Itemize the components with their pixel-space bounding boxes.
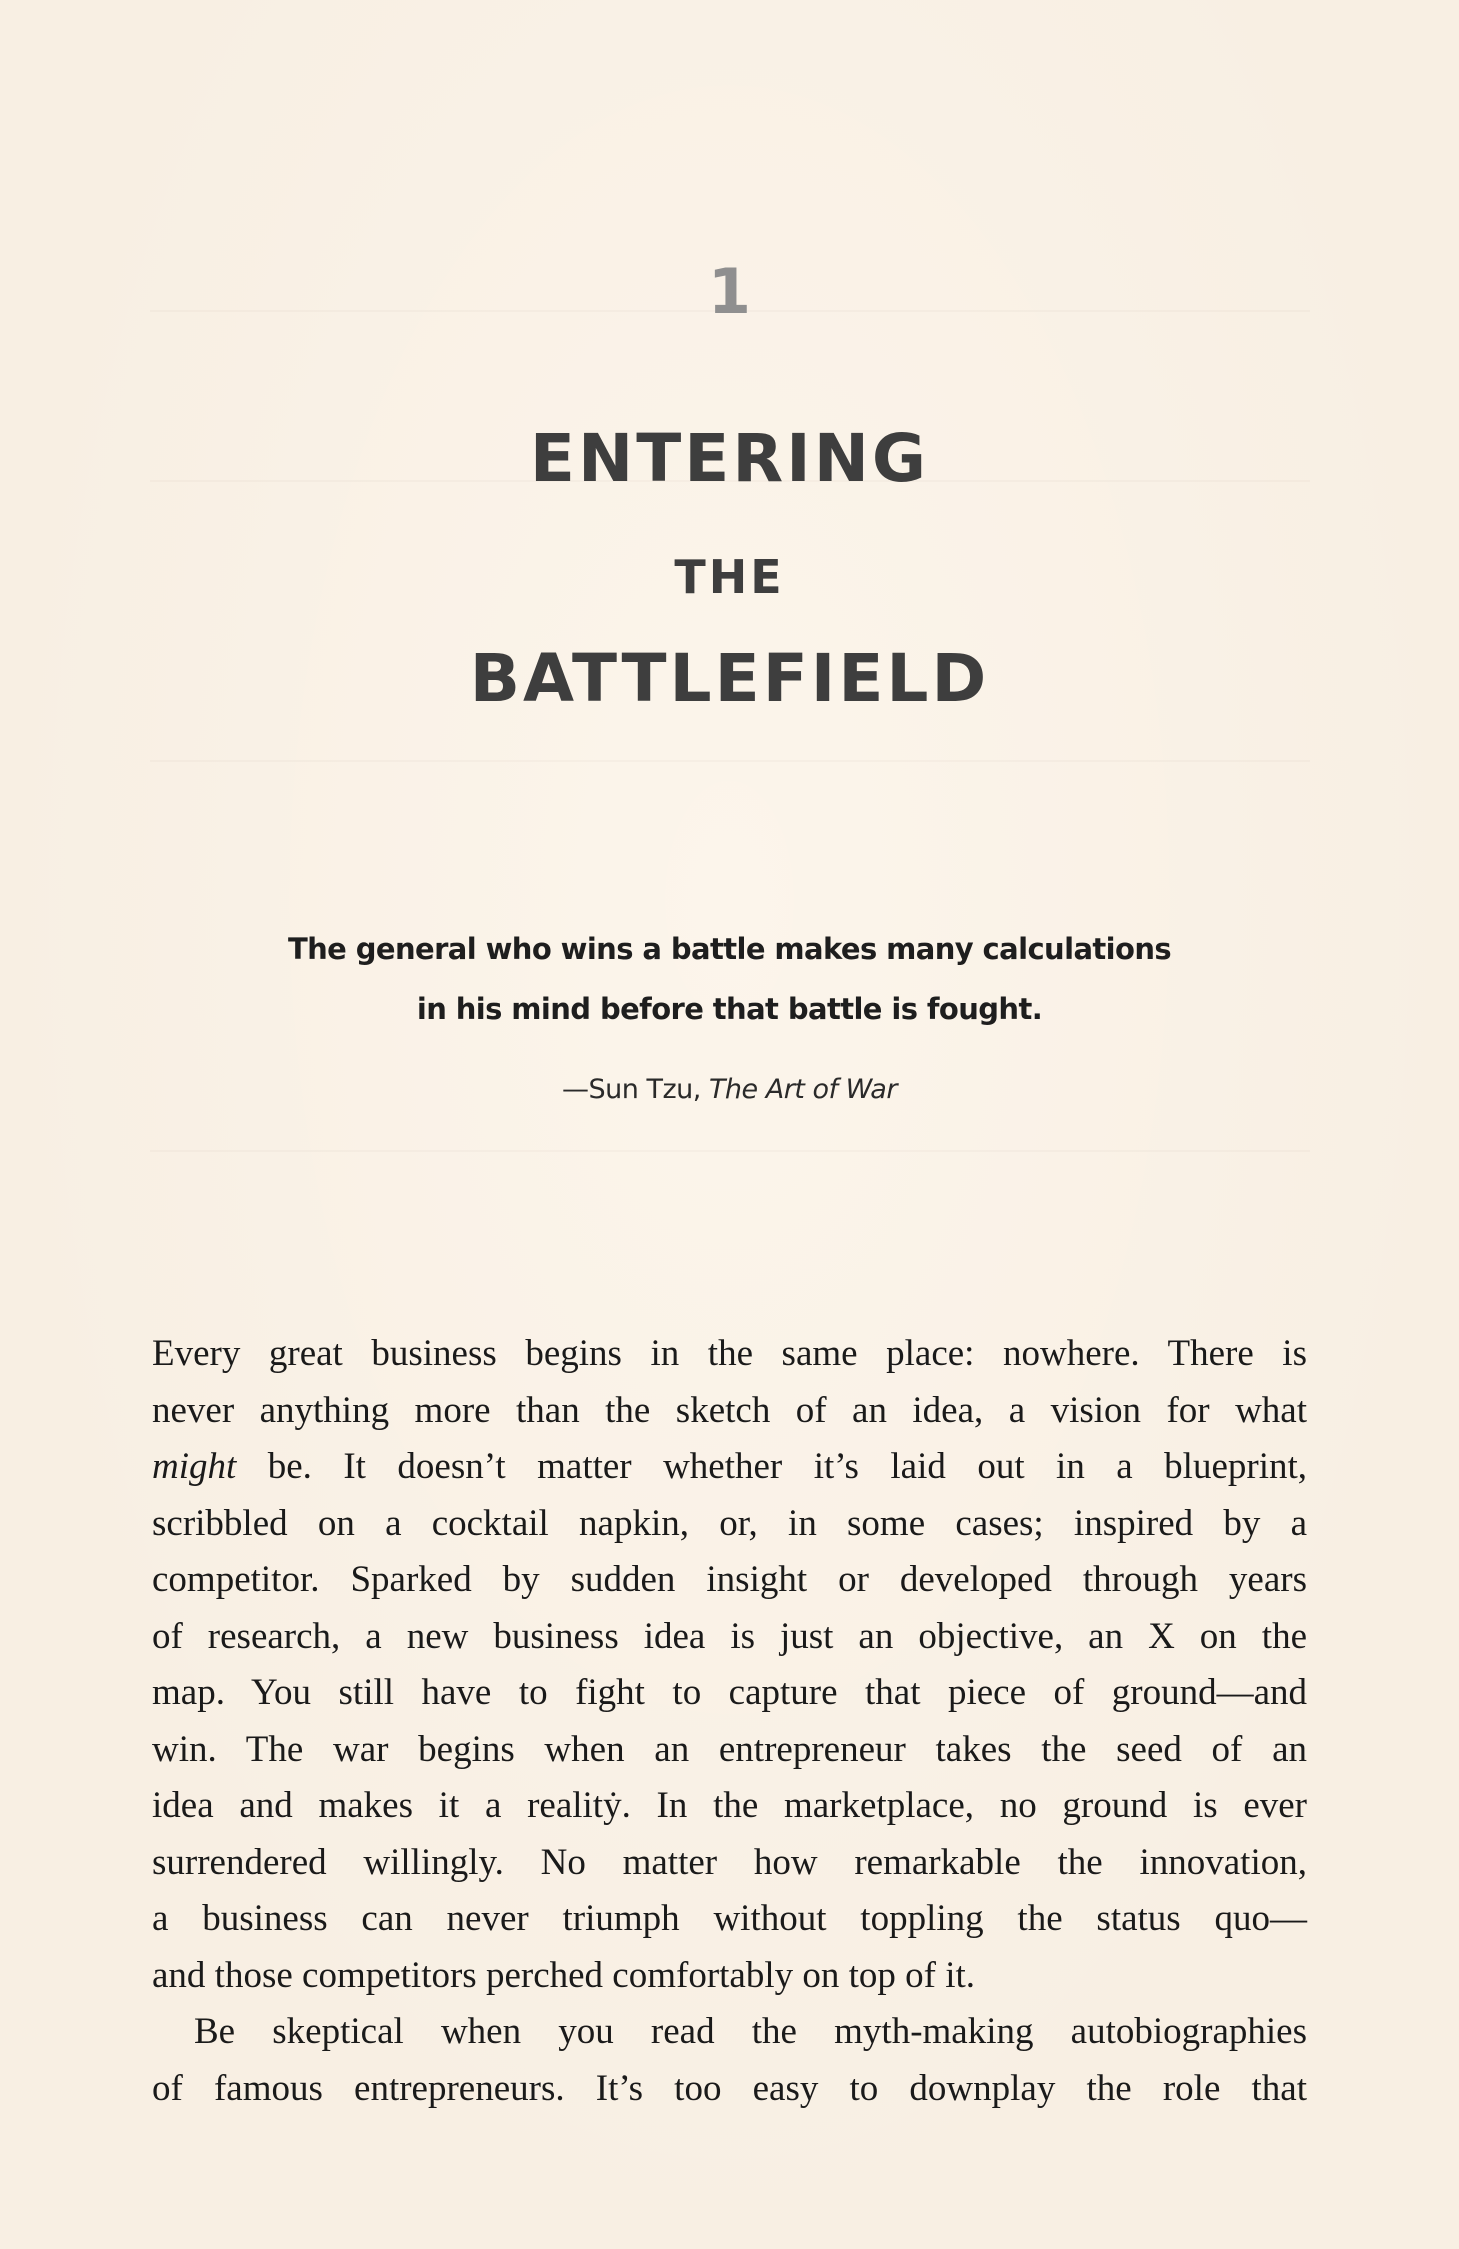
body-paragraph-1	[152, 1326, 1307, 2004]
text-line: of research, a new business idea is just an objective, an X on the	[152, 1615, 1307, 1657]
text-line: Every great business begins in the same place: nowhere. There is	[152, 1333, 1307, 1374]
attribution-work-title: The Art of War	[708, 1074, 897, 1105]
text-line: a business can never triumph without toppling the status quo—	[152, 1898, 1307, 1939]
text-line-rest: be. It doesn’t matter whether it’s laid out in a blueprint,	[236, 1446, 1307, 1487]
text-line: scribbled on a cocktail napkin, or, in some cases; inspired by a	[152, 1502, 1307, 1544]
text-line: Be skeptical when you read the myth-making autobiographies	[194, 2011, 1307, 2052]
chapter-title-line-1: ENTERING	[529, 420, 930, 497]
text-line: surrendered willingly. No matter how remarkable the innovation,	[152, 1841, 1307, 1883]
epigraph-line-1: The general who wins a battle makes many calculations	[287, 932, 1172, 966]
text-line: win. The war begins when an entrepreneur takes the seed of an	[152, 1728, 1307, 1770]
chapter-number: 1	[707, 255, 752, 328]
body-paragraph-2	[152, 2004, 1307, 2117]
show-through-line	[150, 1150, 1310, 1152]
text-line	[152, 1439, 1307, 1496]
text-line: of famous entrepreneurs. It’s too easy to downplay the role that	[152, 2067, 1307, 2109]
text-line: map. You still have to fight to capture that piece of ground—and	[152, 1672, 1307, 1713]
chapter-title-line-2: THE	[674, 550, 785, 604]
chapter-title-line-3: BATTLEFIELD	[469, 640, 990, 717]
text-line: competitor. Sparked by sudden insight or developed through years	[152, 1559, 1307, 1600]
show-through-line	[150, 760, 1310, 762]
attribution-author: —Sun Tzu,	[562, 1074, 709, 1105]
epigraph-attribution	[0, 1074, 1459, 1105]
epigraph-line-2: in his mind before that battle is fought.	[416, 992, 1043, 1026]
text-line: and those competitors perched comfortably on top of it.	[152, 1954, 976, 1996]
text-line: never anything more than the sketch of an idea, a vision for what	[152, 1389, 1307, 1431]
text-line: idea and makes it a realitẏ. In the marketplace, no ground is ever	[152, 1785, 1307, 1826]
emphasized-word: might	[152, 1446, 237, 1487]
